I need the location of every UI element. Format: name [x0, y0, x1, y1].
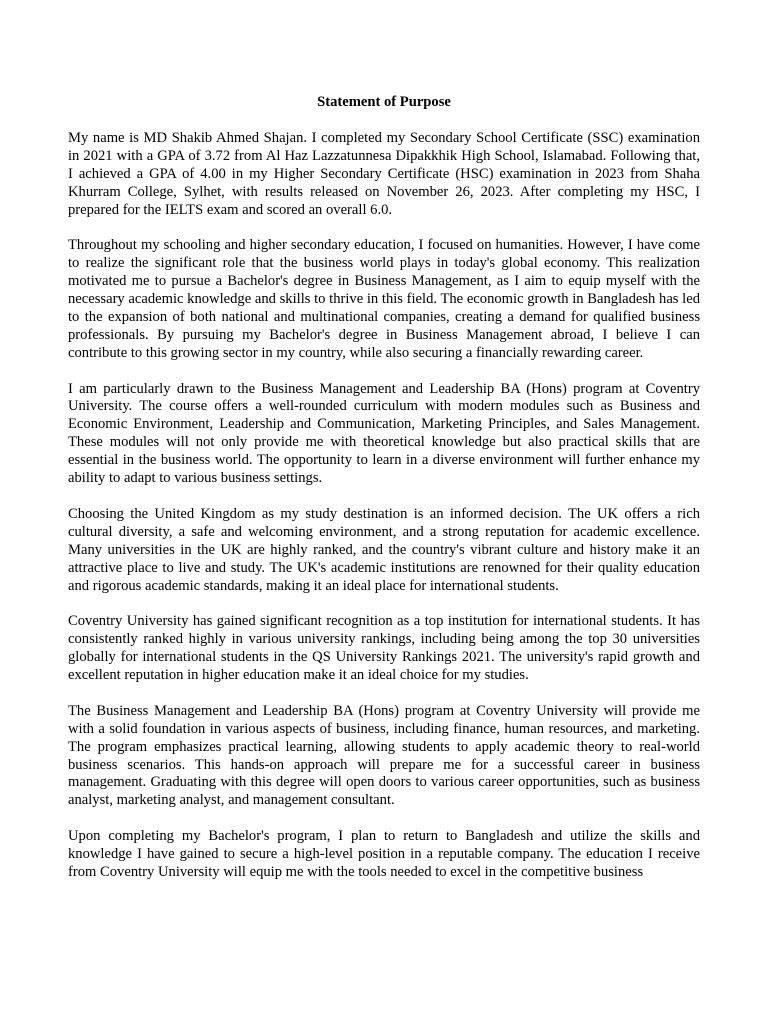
- document-body: [68, 94, 700, 900]
- paragraph-why-uk: Choosing the United Kingdom as my study destination is an informed decision. The UK offers a rich cultural diversity, a safe and welcoming environment, and a strong reputation for academic excellence. Many universities in the UK are highly ranked, and the country's vibrant culture and history make it an attractive place to live and study. The UK's academic institutions are renowned for their quality education and rigorous academic standards, making it an ideal place for international students.: [68, 505, 700, 594]
- paragraph-program-benefits: The Business Management and Leadership BA (Hons) program at Coventry University will provide me with a solid foundation in various aspects of business, including finance, human resources, and marketing. The program emphasizes practical learning, allowing students to apply academic theory to real-world business scenarios. This hands-on approach will prepare me for a successful career in business management. Graduating with this degree will open doors to various career opportunities, such as business analyst, marketing analyst, and management consultant.: [68, 702, 700, 809]
- paragraph-education-background: My name is MD Shakib Ahmed Shajan. I completed my Secondary School Certificate (SSC) examination in 2021 with a GPA of 3.72 from Al Haz Lazzatunnesa Dipakkhik High School, Islamabad. Following that, I achieved a GPA of 4.00 in my Higher Secondary Certificate (HSC) examination in 2023 from Shaha Khurram College, Sylhet, with results released on November 26, 2023. After completing my HSC, I prepared for the IELTS exam and scored an overall 6.0.: [68, 129, 700, 218]
- paragraph-motivation: Throughout my schooling and higher secondary education, I focused on humanities. However, I have come to realize the significant role that the business world plays in today's global economy. This realization motivated me to pursue a Bachelor's degree in Business Management, as I aim to equip myself with the necessary academic knowledge and skills to thrive in this field. The economic growth in Bangladesh has led to the expansion of both national and multinational companies, creating a demand for qualified business professionals. By pursuing my Bachelor's degree in Business Management abroad, I believe I can contribute to this growing sector in my country, while also securing a financially rewarding career.: [68, 237, 700, 361]
- document-title: Statement of Purpose: [317, 94, 451, 110]
- paragraph-program-interest: I am particularly drawn to the Business Management and Leadership BA (Hons) program at Coventry University. The course offers a well-rounded curriculum with modern modules such as Business and Economic Environment, Leadership and Communication, Marketing Principles, and Sales Management. These modules will not only provide me with theoretical knowledge but also practical skills that are essential in the business world. The opportunity to learn in a diverse environment will further enhance my ability to adapt to various business settings.: [68, 380, 700, 487]
- paragraph-future-plans: Upon completing my Bachelor's program, I plan to return to Bangladesh and utilize the skills and knowledge I have gained to secure a high-level position in a reputable company. The education I receive from Coventry University will equip me with the tools needed to excel in the competitive business: [68, 828, 700, 880]
- paragraph-why-coventry: Coventry University has gained significant recognition as a top institution for international students. It has consistently ranked highly in various university rankings, including being among the top 30 universities globally for international students in the QS University Rankings 2021. The university's rapid growth and excellent reputation in higher education make it an ideal choice for my studies.: [68, 613, 700, 684]
